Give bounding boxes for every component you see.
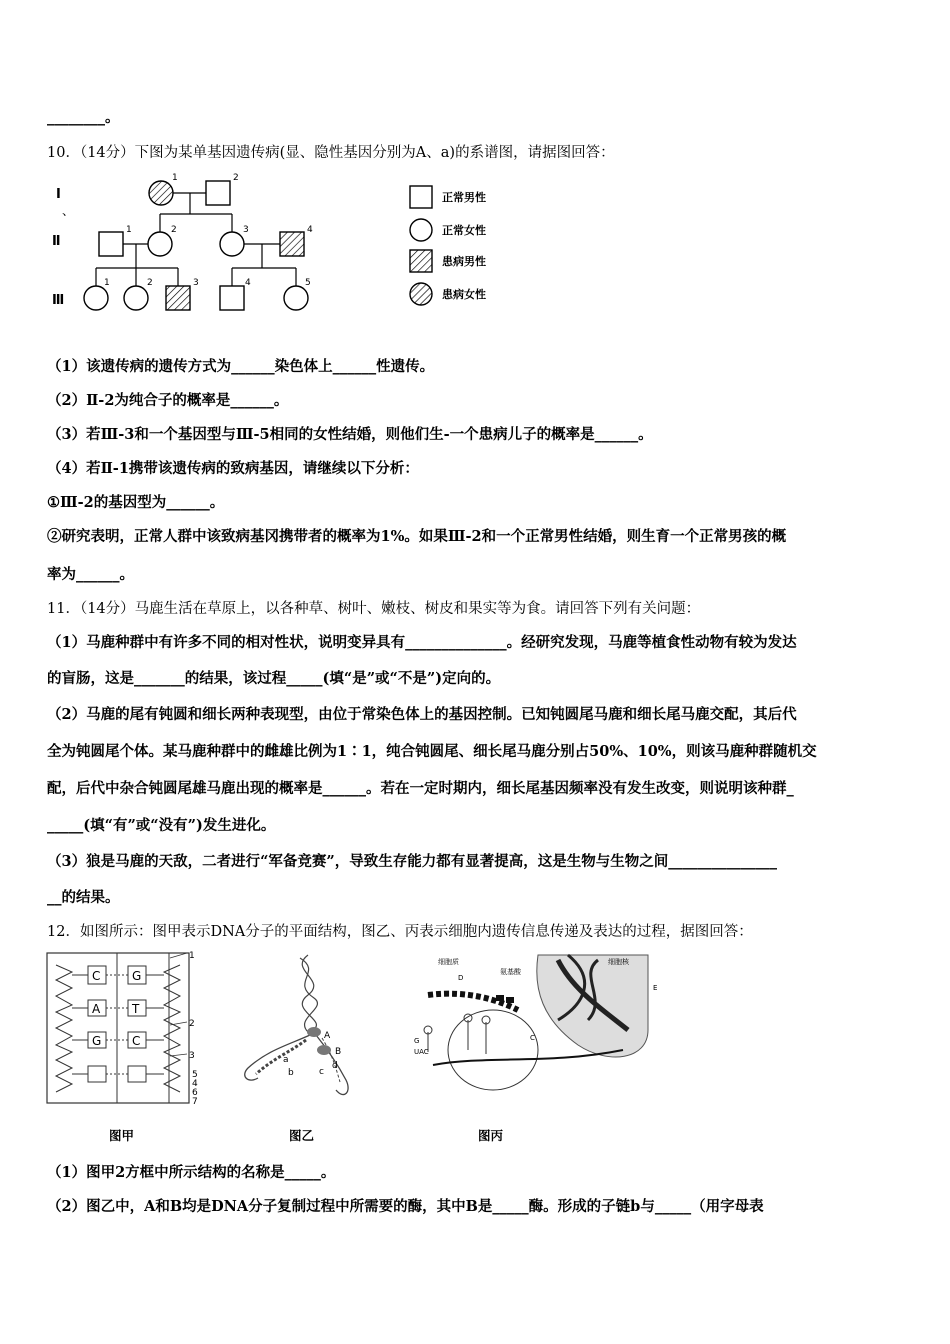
- svg-text:1: 1: [126, 225, 132, 235]
- II-3-normal-female: [220, 232, 244, 256]
- q10-header: 10．（14分）下图为某单基因遗传病(显、隐性基因分别为A、a)的系谱图，请据图回答：: [47, 145, 615, 161]
- III-4-normal-male: [220, 286, 244, 310]
- svg-text:2: 2: [147, 278, 153, 288]
- q11-line7: （3）狼是马鹿的天敌，二者进行“军备竞赛”，导致生存能力都有显著提高，这是生物与生物之间_______________: [47, 853, 778, 870]
- svg-text:细胞核: 细胞核: [608, 958, 629, 966]
- I-2-normal-male: [206, 181, 230, 205]
- svg-text:2: 2: [233, 173, 239, 183]
- svg-text:5: 5: [305, 278, 311, 288]
- caption-yi: 图乙: [289, 1128, 315, 1143]
- gene-expression-figure: [408, 950, 658, 1110]
- svg-text:G: G: [414, 1037, 420, 1045]
- q10-part4-1: ①Ⅲ-2的基因型为______。: [47, 494, 225, 511]
- III-1-normal-female: [84, 286, 108, 310]
- svg-text:3: 3: [243, 225, 249, 235]
- q11-line6: _____(填“有”或“没有”)发生进化。: [47, 817, 276, 834]
- gen-mark: 、: [62, 204, 75, 218]
- svg-text:1: 1: [104, 278, 110, 288]
- gen-label-2: Ⅱ: [52, 234, 61, 249]
- caption-bing: 图丙: [478, 1128, 504, 1143]
- dna-structure-figure: [44, 950, 214, 1110]
- legend-affected-male-symbol: [410, 250, 432, 272]
- q11-line1: （1）马鹿种群中有许多不同的相对性状，说明变异具有______________。经研究发现，马鹿等植食性动物有较为发达: [47, 634, 797, 651]
- legend-affected-female-symbol: [410, 283, 432, 305]
- svg-text:D: D: [458, 974, 464, 982]
- q11-line8: __的结果。: [47, 889, 120, 906]
- q10-part2: （2）Ⅱ-2为纯合子的概率是______。: [47, 392, 289, 409]
- gen-label-1: Ⅰ: [56, 187, 61, 202]
- q11-line5: 配，后代中杂合钝圆尾雄马鹿出现的概率是______。若在一定时期内，细长尾基因频率没有发生改变，则说明该种群_: [47, 780, 794, 797]
- III-5-normal-female: [284, 286, 308, 310]
- svg-text:2: 2: [189, 1019, 195, 1029]
- I-1-affected-female: [149, 181, 173, 205]
- svg-text:细胞质: 细胞质: [438, 958, 459, 966]
- q12-part2: （2）图乙中，A和B均是DNA分子复制过程中所需要的酶，其中B是_____酶。形成的子链b与_____（用字母表: [47, 1198, 764, 1215]
- svg-text:4: 4: [192, 1079, 198, 1089]
- svg-text:C: C: [92, 969, 101, 983]
- q12-part1: （1）图甲2方框中所示结构的名称是_____。: [47, 1164, 336, 1181]
- svg-text:B: B: [335, 1047, 342, 1057]
- svg-text:6: 6: [192, 1088, 198, 1098]
- svg-text:7: 7: [192, 1097, 198, 1107]
- II-2-normal-female: [148, 232, 172, 256]
- III-3-affected-male: [166, 286, 190, 310]
- svg-text:A: A: [324, 1031, 331, 1041]
- svg-text:G: G: [132, 969, 142, 983]
- dna-replication-figure: [228, 950, 378, 1110]
- q11-header: 11．（14分）马鹿生活在草原上，以各种草、树叶、嫩枝、树皮和果实等为食。请回答下列有关问题：: [47, 601, 701, 617]
- svg-text:4: 4: [307, 225, 313, 235]
- legend-affected-male: 患病男性: [442, 255, 486, 268]
- svg-text:1: 1: [189, 951, 195, 961]
- q11-line4: 全为钝圆尾个体。某马鹿种群中的雌雄比例为1∶1，纯合钝圆尾、细长尾马鹿分别占50%、10%，则该马鹿种群随机交: [47, 743, 817, 760]
- svg-text:E: E: [653, 984, 658, 992]
- top-blank: ________。: [47, 109, 120, 126]
- svg-text:b: b: [288, 1068, 294, 1078]
- svg-text:d: d: [332, 1061, 338, 1071]
- legend-normal-female: 正常女性: [442, 224, 486, 237]
- legend-normal-female-symbol: [410, 219, 432, 241]
- legend-affected-female: 患病女性: [442, 288, 486, 301]
- legend-normal-male-symbol: [410, 186, 432, 208]
- q10-part1: （1）该遗传病的遗传方式为______染色体上______性遗传。: [47, 358, 435, 375]
- II-4-affected-male: [280, 232, 304, 256]
- II-1-normal-male: [99, 232, 123, 256]
- gen-label-3: Ⅲ: [52, 293, 65, 308]
- svg-text:a: a: [283, 1055, 289, 1065]
- q11-line3: （2）马鹿的尾有钝圆和细长两种表现型，由位于常染色体上的基因控制。已知钝圆尾马鹿和细长尾马鹿交配，其后代: [47, 706, 797, 723]
- svg-text:氨基酸: 氨基酸: [500, 968, 521, 976]
- svg-text:C: C: [530, 1034, 535, 1042]
- svg-text:4: 4: [245, 278, 251, 288]
- q10-part4: （4）若Ⅱ-1携带该遗传病的致病基因，请继续以下分析：: [47, 460, 419, 477]
- svg-text:T: T: [132, 1002, 140, 1016]
- q10-part4-2a: ②研究表明，正常人群中该致病基冈携带者的概率为1%。如果Ⅲ-2和一个正常男性结婚，则生育一个正常男孩的概: [47, 528, 787, 545]
- svg-text:C: C: [132, 1034, 141, 1048]
- svg-text:3: 3: [189, 1051, 195, 1061]
- svg-text:5: 5: [192, 1070, 198, 1080]
- q11-line2: 的盲肠，这是_______的结果，该过程_____(填“是”或“不是”)定向的。: [47, 670, 501, 687]
- III-2-normal-female: [124, 286, 148, 310]
- svg-text:A: A: [92, 1002, 101, 1016]
- svg-text:UAC: UAC: [414, 1048, 429, 1056]
- q12-header: 12．如图所示：图甲表示DNA分子的平面结构，图乙、丙表示细胞内遗传信息传递及表达的过程，据图回答：: [47, 924, 753, 940]
- pedigree-chart: [40, 168, 510, 318]
- q10-part3: （3）若Ⅲ-3和一个基因型与Ⅲ-5相同的女性结婚，则他们生-一个患病儿子的概率是______。: [47, 426, 653, 443]
- svg-text:3: 3: [193, 278, 199, 288]
- legend-normal-male: 正常男性: [442, 191, 486, 204]
- svg-text:2: 2: [171, 225, 177, 235]
- caption-jia: 图甲: [109, 1128, 135, 1143]
- q10-part4-2b: 率为______。: [47, 566, 134, 583]
- svg-text:c: c: [319, 1067, 324, 1077]
- svg-text:G: G: [92, 1034, 102, 1048]
- svg-text:1: 1: [172, 173, 178, 183]
